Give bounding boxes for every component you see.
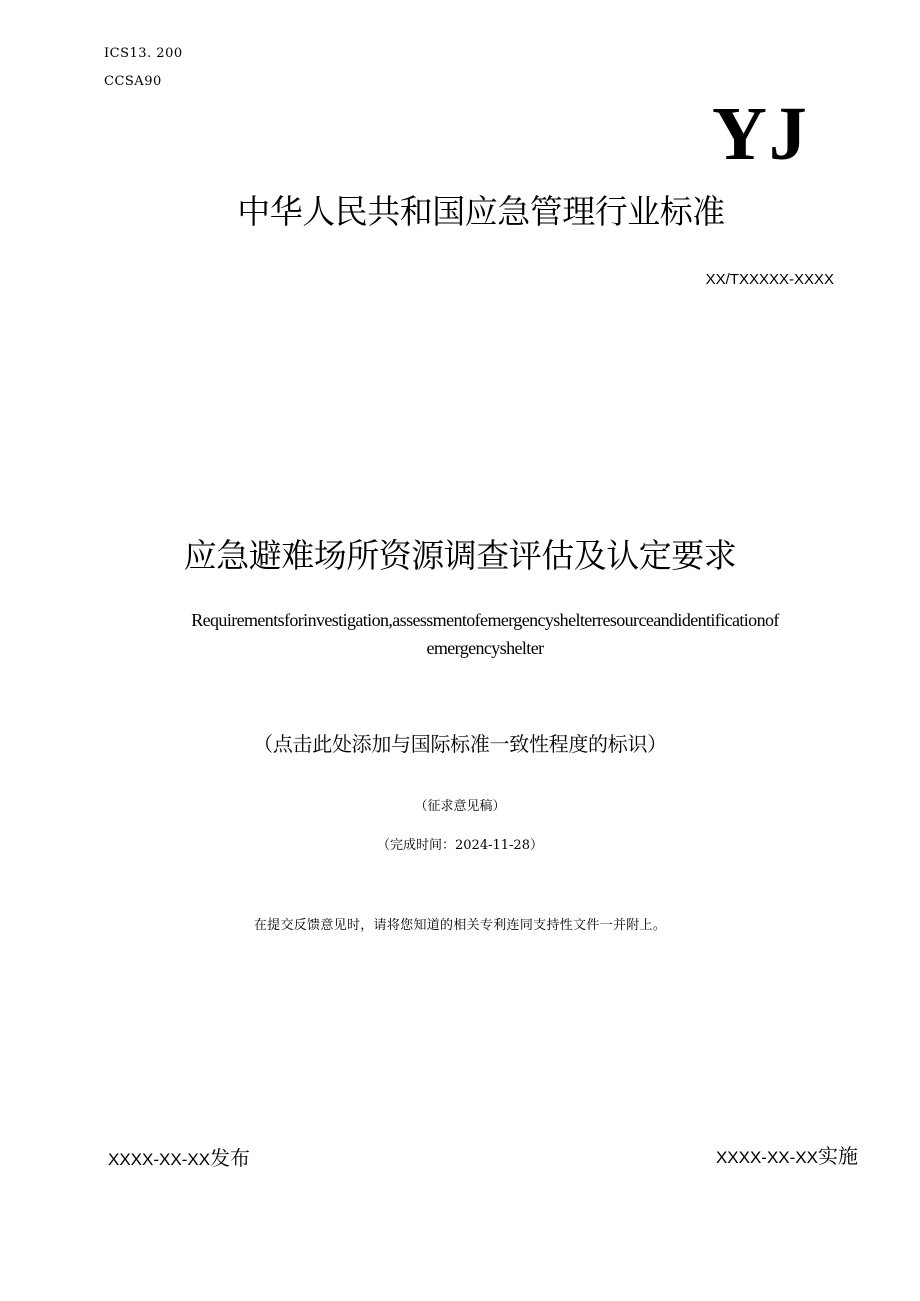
document-title-en-line1: Requirementsforinvestigation,assessmentofemergencyshelterresourceandidentificationof [191, 610, 779, 630]
implement-label: 实施 [818, 1144, 858, 1168]
ccs-code: CCSA90 [104, 74, 162, 89]
implement-date-block [716, 1140, 858, 1169]
release-date-block [108, 1142, 250, 1171]
document-title-en-line2: emergencyshelter [426, 638, 544, 658]
implement-date: XXXX-XX-XX [715, 1148, 818, 1167]
release-label: 发布 [210, 1146, 251, 1170]
document-title-en [150, 606, 820, 662]
ics-code: ICS13. 200 [104, 46, 183, 61]
yj-logo: YJ [712, 92, 809, 176]
intl-conformity-note[interactable]: （点击此处添加与国际标准一致性程度的标识） [253, 732, 667, 756]
release-date: XXXX-XX-XX [108, 1150, 211, 1169]
standard-number: XX/TXXXXX-XXXX [705, 271, 834, 288]
standard-category-title-text: 中华人民共和国应急管理行业标准 [237, 192, 725, 231]
standard-category-title [0, 186, 920, 233]
draft-status: （征求意见稿） [414, 799, 506, 814]
document-title-zh: 应急避难场所资源调查评估及认定要求 [183, 536, 737, 575]
patent-notice: 在提交反馈意见时，请将您知道的相关专利连同支持性文件一并附上。 [253, 918, 667, 933]
completion-time: （完成时间：2024-11-28） [377, 838, 543, 853]
